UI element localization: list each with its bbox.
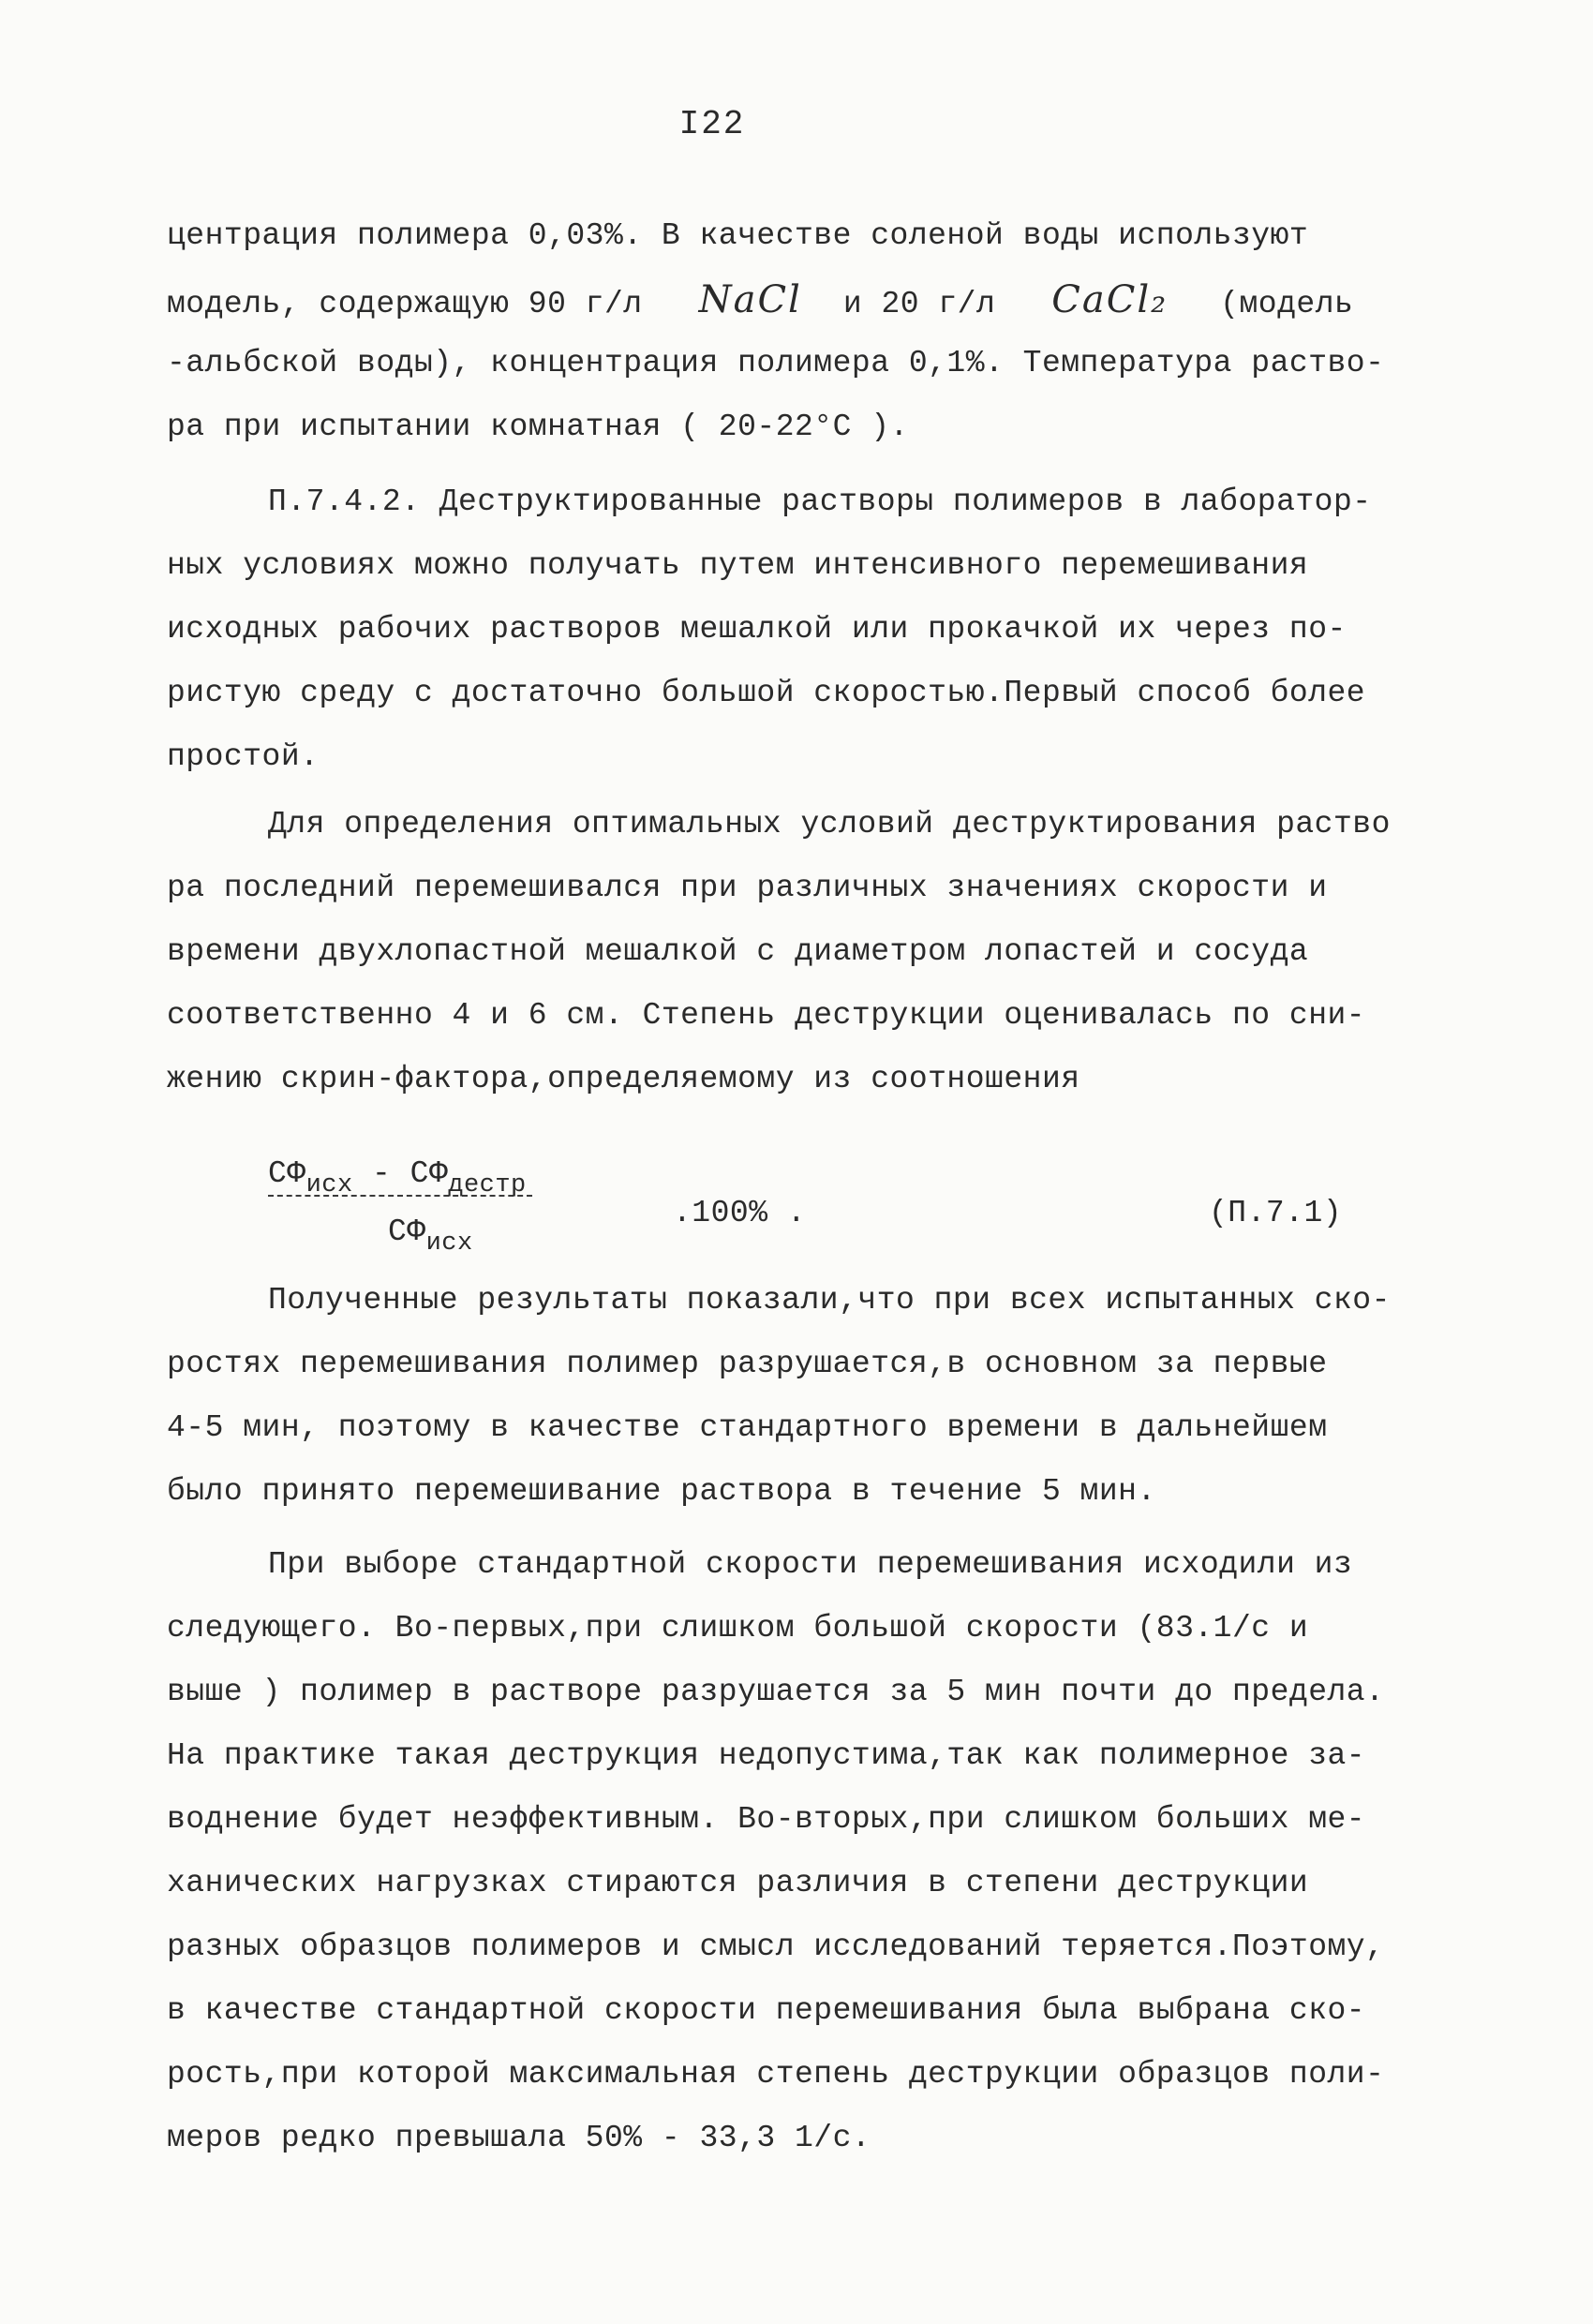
text-line-with-formulas bbox=[167, 268, 1441, 332]
symbol-sf: СФ bbox=[268, 1156, 306, 1191]
text-line: следующего. Во-первых,при слишком большой скорости (83.1/с и bbox=[167, 1611, 1309, 1646]
text-line: ных условиях можно получать путем интенсивного перемешивания bbox=[167, 548, 1309, 583]
symbol-sf: СФ bbox=[388, 1214, 426, 1249]
text-line: Полученные результаты показали,что при всех испытанных ско- bbox=[268, 1283, 1391, 1318]
text-line: в качестве стандартной скорости перемешивания была выбрана ско- bbox=[167, 1993, 1366, 2028]
text-line: ристую среду с достаточно большой скоростью.Первый способ более bbox=[167, 676, 1366, 710]
text-line: На практике такая деструкция недопустима,так как полимерное за- bbox=[167, 1738, 1366, 1773]
chemical-formula-nacl: NaCl bbox=[698, 278, 802, 321]
text-line: времени двухлопастной мешалкой с диаметром лопастей и сосуда bbox=[167, 934, 1309, 969]
text-line: 4-5 мин, поэтому в качестве стандартного времени в дальнейшем bbox=[167, 1410, 1328, 1445]
text-line: соответственно 4 и 6 см. Степень деструкции оценивалась по сни- bbox=[167, 998, 1366, 1033]
paragraph-optimal-conditions bbox=[167, 793, 1441, 1111]
text-line: жению скрин-фактора,определяемому из соотношения bbox=[167, 1062, 1080, 1096]
text-line: выше ) полимер в растворе разрушается за 5 мин почти до предела. bbox=[167, 1675, 1385, 1709]
text-line: воднение будет неэффективным. Во-вторых,при слишком больших ме- bbox=[167, 1802, 1366, 1837]
text-line: -альбской воды), концентрация полимера 0,1%. Температура раство- bbox=[167, 346, 1385, 380]
text-line: ханических нагрузках стираются различия в степени деструкции bbox=[167, 1866, 1309, 1900]
paragraph-results bbox=[167, 1269, 1441, 1524]
text-line: центрация полимера 0,03%. В качестве соленой воды используют bbox=[167, 218, 1309, 253]
text-line: разных образцов полимеров и смысл исследований теряется.Поэтому, bbox=[167, 1929, 1385, 1964]
text-line: рость,при которой максимальная степень деструкции образцов поли- bbox=[167, 2057, 1385, 2092]
fraction-numerator bbox=[268, 1156, 532, 1197]
text-fragment: модель, содержащую 90 г/л bbox=[167, 287, 643, 321]
subscript-destructed: дестр bbox=[448, 1171, 527, 1199]
text-line: меров редко превышала 50% - 33,3 1/с. bbox=[167, 2121, 871, 2155]
text-fragment: (модель bbox=[1220, 287, 1354, 321]
minus-sign: - bbox=[352, 1156, 410, 1191]
text-fragment: и 20 г/л bbox=[842, 287, 996, 321]
percent-multiplier: .100% . bbox=[673, 1196, 807, 1230]
text-line: исходных рабочих растворов мешалкой или прокачкой их через по- bbox=[167, 612, 1347, 647]
text-line: При выборе стандартной скорости перемешивания исходили из bbox=[268, 1547, 1353, 1582]
text-line: ростях перемешивания полимер разрушается,в основном за первые bbox=[167, 1347, 1328, 1381]
text-line: Для определения оптимальных условий деструктирования раство bbox=[268, 807, 1391, 842]
text-line: ра последний перемешивался при различных значениях скорости и bbox=[167, 871, 1328, 905]
text-line: П.7.4.2. Деструктированные растворы полимеров в лаборатор- bbox=[268, 484, 1372, 519]
text-line: ра при испытании комнатная ( 20-22°С ). bbox=[167, 410, 909, 444]
paragraph-section-7-4-2 bbox=[167, 470, 1441, 789]
symbol-sf: СФ bbox=[409, 1156, 449, 1191]
equation-number: (П.7.1) bbox=[1209, 1196, 1343, 1230]
text-line: было принято перемешивание раствора в течение 5 мин. bbox=[167, 1474, 1156, 1509]
paragraph-standard-speed bbox=[167, 1533, 1441, 2170]
paragraph-continuation bbox=[167, 204, 1441, 459]
fraction-denominator bbox=[388, 1214, 473, 1258]
chemical-formula-cacl2: CaCl₂ bbox=[1051, 278, 1169, 321]
subscript-initial: исх bbox=[425, 1229, 473, 1258]
equation-p-7-1 bbox=[268, 1156, 1374, 1269]
subscript-initial: исх bbox=[305, 1171, 353, 1199]
text-line: простой. bbox=[167, 739, 320, 774]
page-number: I22 bbox=[678, 105, 746, 143]
